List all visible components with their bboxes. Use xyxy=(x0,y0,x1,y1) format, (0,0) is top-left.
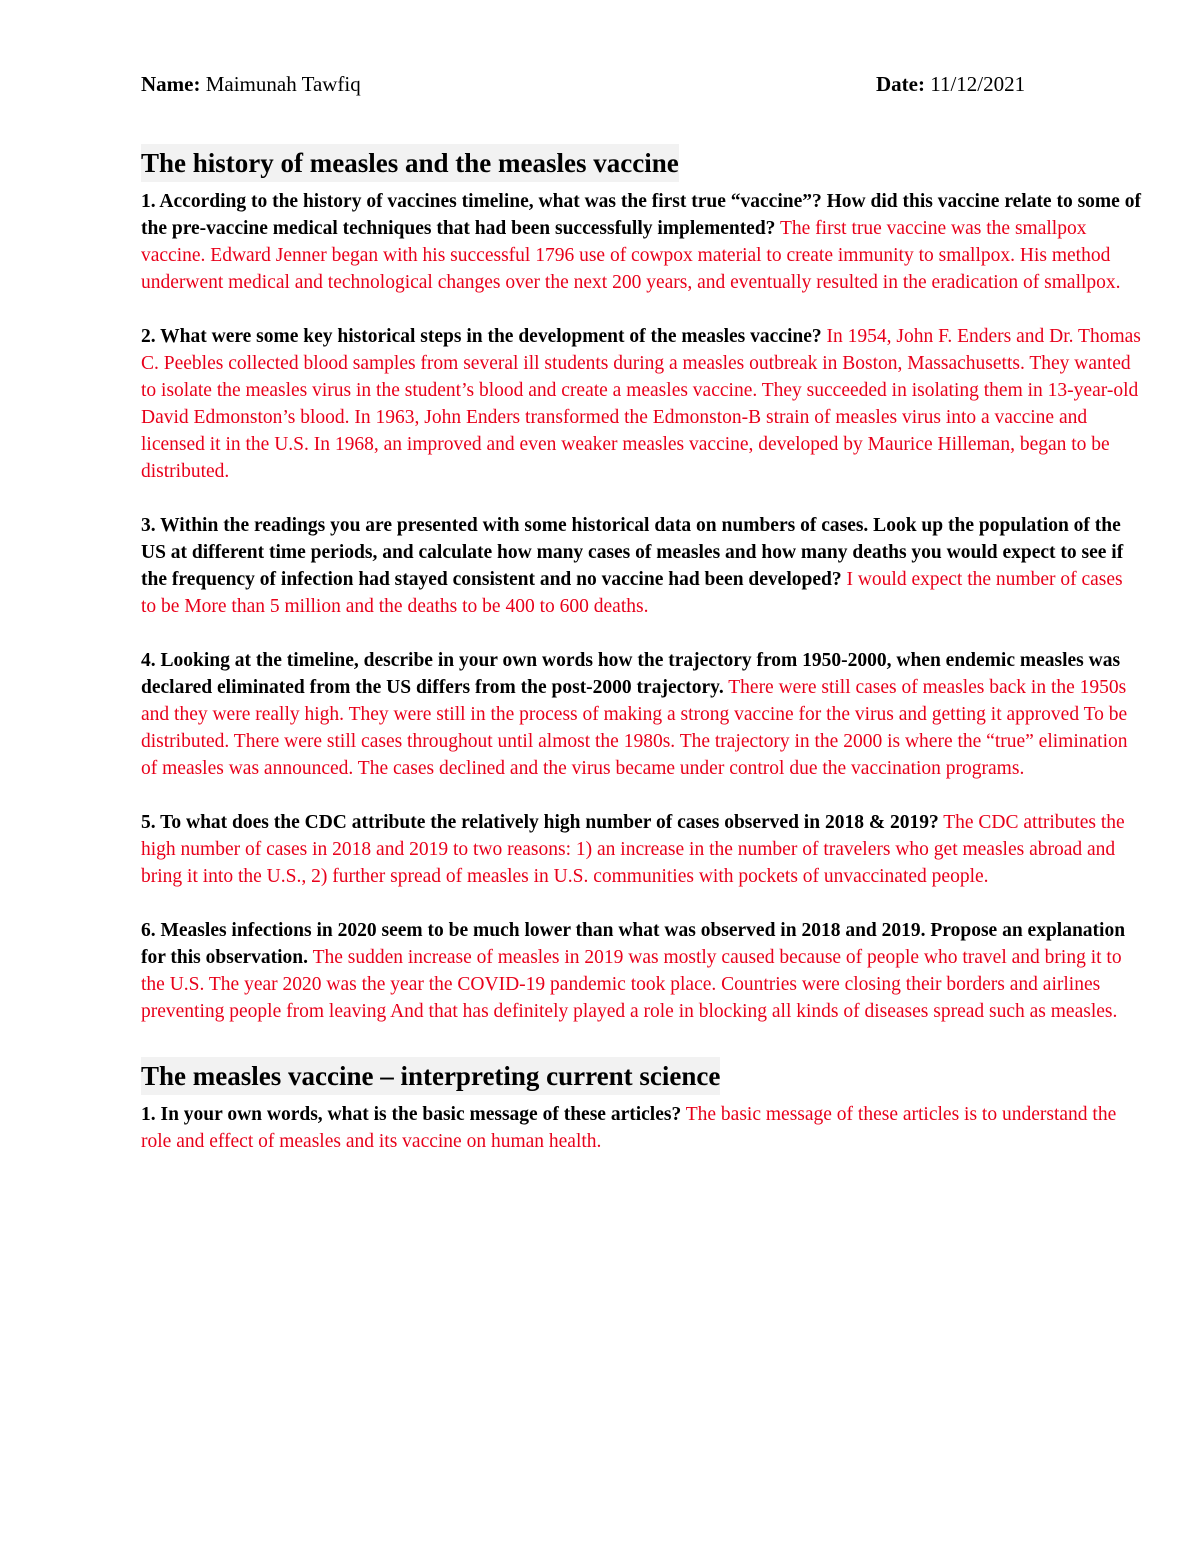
question-text: 6. Measles infections in 2020 seem to be much lower than what was observed in 2018 and 2019. Propose an explanation for this observation. xyxy=(141,920,1126,968)
qa-item xyxy=(141,188,1141,296)
answer-text: There were still cases of measles back in the 1950s and they were really high. They were still in the process of making a strong vaccine for the virus and getting it approved To be distributed. There were still cases throughout until almost the 1980s. The trajectory in the 2000 is where the “true” elimination of measles was announced. The cases declined and the virus became under control due the vaccination programs. xyxy=(141,677,1128,779)
date-field xyxy=(876,72,1025,97)
answer-text: The CDC attributes the high number of cases in 2018 and 2019 to two reasons: 1) an increase in the number of travelers who get measles abroad and bring it into the U.S., 2) further spread of measles in U.S. communities with pockets of unvaccinated people. xyxy=(141,812,1125,887)
qa-item xyxy=(141,647,1141,782)
question-text: 2. What were some key historical steps in the development of the measles vaccine? xyxy=(141,326,822,347)
answer-text: The basic message of these articles is to understand the role and effect of measles and its vaccine on human health. xyxy=(141,1104,1117,1152)
name-field xyxy=(141,72,361,97)
qa-item xyxy=(141,809,1141,890)
date-value: 11/12/2021 xyxy=(930,72,1026,96)
question-text: 4. Looking at the timeline, describe in your own words how the trajectory from 1950-2000, when endemic measles was declared eliminated from the US differs from the post-2000 trajectory. xyxy=(141,650,1121,698)
qa-item xyxy=(141,1101,1141,1155)
answer-text: The sudden increase of measles in 2019 was mostly caused because of people who travel and bring it to the U.S. The year 2020 was the year the COVID-19 pandemic took place. Countries were closing their borders and airlines preventing people from leaving And that has definitely played a role in blocking all kinds of diseases spread such as measles. xyxy=(141,947,1122,1022)
question-text: 1. According to the history of vaccines timeline, what was the first true “vaccine”? How did this vaccine relate to some of the pre-vaccine medical techniques that had been successfully implemented? xyxy=(141,191,1141,239)
qa-item xyxy=(141,512,1141,620)
answer-text: I would expect the number of cases to be More than 5 million and the deaths to be 400 to 600 deaths. xyxy=(141,569,1123,617)
answer-text: The first true vaccine was the smallpox vaccine. Edward Jenner began with his successful 1796 use of cowpox material to create immunity to smallpox. His method underwent medical and technological changes over the next 200 years, and eventually resulted in the eradication of smallpox. xyxy=(141,218,1121,293)
qa-item xyxy=(141,917,1141,1025)
question-text: 3. Within the readings you are presented with some historical data on numbers of cases. Look up the population of the US at different time periods, and calculate how many cases of measles and how many deaths you would expect to see if the frequency of infection had stayed consistent and no vaccine had been developed? xyxy=(141,515,1124,590)
document-page xyxy=(141,72,1141,1155)
section-title-history: The history of measles and the measles vaccine xyxy=(141,144,679,182)
section-title-current-science: The measles vaccine – interpreting current science xyxy=(141,1057,720,1095)
header xyxy=(141,72,1141,104)
name-value: Maimunah Tawfiq xyxy=(205,72,361,96)
qa-item xyxy=(141,323,1141,485)
answer-text: In 1954, John F. Enders and Dr. Thomas C. Peebles collected blood samples from several ill students during a measles outbreak in Boston, Massachusetts. They wanted to isolate the measles virus in the student’s blood and create a measles vaccine. They succeeded in isolating them in 13-year-old David Edmonston’s blood. In 1963, John Enders transformed the Edmonston-B strain of measles virus into a vaccine and licensed it in the U.S. In 1968, an improved and even weaker measles vaccine, developed by Maurice Hilleman, began to be distributed. xyxy=(141,326,1141,482)
question-text: 5. To what does the CDC attribute the relatively high number of cases observed in 2018 & 2019? xyxy=(141,812,939,833)
name-label: Name: xyxy=(141,72,201,96)
question-text: 1. In your own words, what is the basic message of these articles? xyxy=(141,1104,682,1125)
date-label: Date: xyxy=(876,72,925,96)
